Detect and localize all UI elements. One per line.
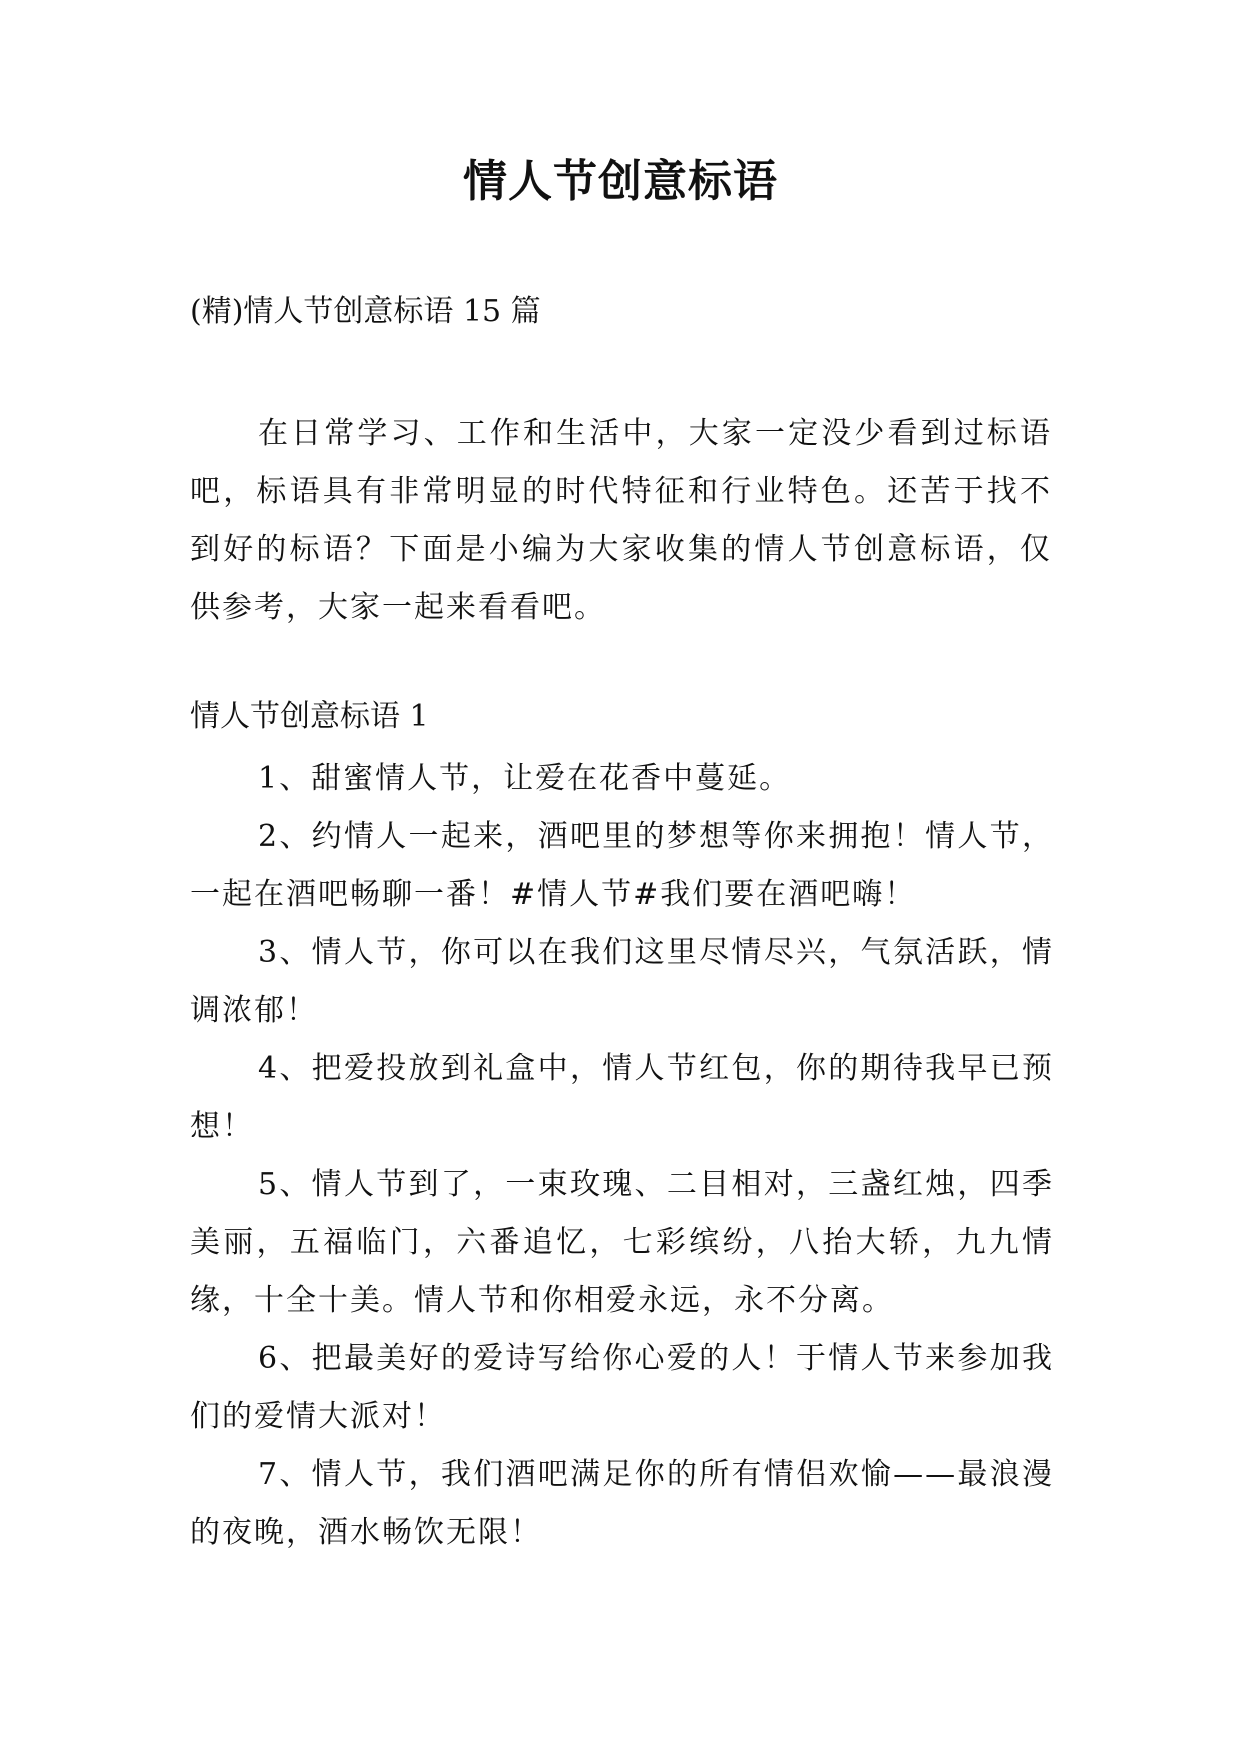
document-title: 情人节创意标语 xyxy=(463,156,778,207)
document-subtitle: (精)情人节创意标语 15 篇 xyxy=(190,294,541,329)
list-item: 2、约情人一起来，酒吧里的梦想等你来拥抱！情人节，一起在酒吧畅聊一番！#情人节#我们要在酒吧嗨！ xyxy=(190,819,1054,912)
list-item: 5、情人节到了，一束玫瑰、二目相对，三盏红烛，四季美丽，五福临门，六番追忆，七彩缤纷，八抬大轿，九九情缘，十全十美。情人节和你相爱永远，永不分离。 xyxy=(190,1167,1054,1318)
section-heading: 情人节创意标语 1 xyxy=(190,699,429,734)
list-item: 6、把最美好的爱诗写给你心爱的人！于情人节来参加我们的爱情大派对！ xyxy=(190,1341,1054,1434)
list-item: 3、情人节，你可以在我们这里尽情尽兴，气氛活跃，情调浓郁！ xyxy=(190,935,1054,1028)
intro-paragraph: 在日常学习、工作和生活中，大家一定没少看到过标语吧，标语具有非常明显的时代特征和行业特色。还苦于找不到好的标语？下面是小编为大家收集的情人节创意标语，仅供参考，大家一起来看看吧。 xyxy=(190,416,1052,625)
list-item: 4、把爱投放到礼盒中，情人节红包，你的期待我早已预想！ xyxy=(190,1051,1054,1144)
list-item: 1、甜蜜情人节，让爱在花香中蔓延。 xyxy=(258,761,792,796)
list-item: 7、情人节，我们酒吧满足你的所有情侣欢愉——最浪漫的夜晚，酒水畅饮无限！ xyxy=(190,1457,1054,1550)
slogan-list xyxy=(190,750,1054,1562)
